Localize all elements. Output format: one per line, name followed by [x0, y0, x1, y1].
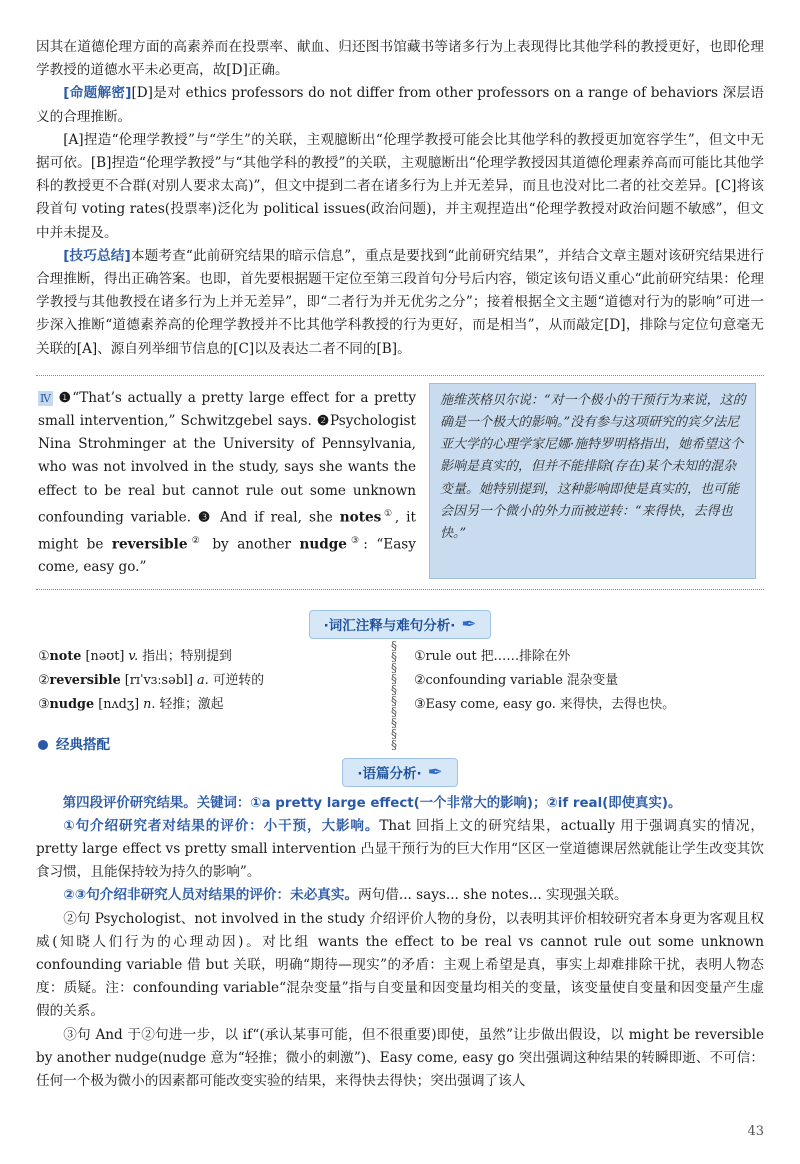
- paragraph-number-badge: Ⅳ: [40, 391, 51, 405]
- sentence-2: Psychologist Nina Strohminger at the University of Pennsylvania, who was not involved in the study, says she wants the effect to be real but cannot rule out some unknown confounding variable.: [38, 413, 416, 526]
- vocab-item: [38, 669, 368, 693]
- analysis-paragraph-2: [36, 884, 764, 907]
- intro-paragraph-1: 因其在道德伦理方面的高素养而在投票率、献血、归还图书馆藏书等诸多行为上表现得比其他学科的教授更好，也即伦理学教授的道德水平未必更高，故[D]正确。: [36, 39, 764, 79]
- phrase-item: ①rule out 把……排除在外: [414, 648, 571, 664]
- vocab-word-nudge: nudge: [299, 536, 347, 553]
- skill-summary-text: 本题考查“此前研究结果的暗示信息”，重点是要找到“此前研究结果”，并结合文章主题对该研究结果进行合理推断，得出正确答案。也即，首先要根据题干定位至第三段首句分号后内容，锁定该句语义重心“此前研究结果：伦理学教授与其他教授在诸多行为上并无差异”，即“二者行为并无优劣之分”；接着根据全文主题“道德对行为的影响”可进一步深入推断“道德素养高的伦理学教授并不比其他学科教授的行为更好，而是相当”，从而敲定[D]，排除与定位句意毫无关联的[A]、源自列举细节信息的[C]以及表达二者不同的[B]。: [36, 247, 764, 357]
- analysis-paragraph-1: [36, 815, 764, 885]
- page-number: 43: [747, 1124, 764, 1139]
- divider: [36, 589, 764, 590]
- vocab-banner-wrap: [36, 605, 764, 645]
- sentence-3-a: And if real, she: [219, 509, 333, 526]
- vocab-banner: [309, 610, 492, 639]
- analysis-text: 两句借... says... she notes... 实现强关联。: [358, 887, 628, 904]
- sentence-3-b: , it might be: [38, 509, 416, 553]
- divider: [36, 375, 764, 376]
- vocab-item: [38, 645, 368, 669]
- sentence-1: “That’s actually a pretty large effect for a pretty small intervention,” Schwitzgebel says.: [38, 389, 417, 430]
- quill-pen-icon: ✒: [461, 613, 477, 635]
- vocab-phonetic: [rɪˈvɜːsəbl]: [120, 672, 198, 688]
- skill-summary-label: [技巧总结]: [63, 247, 131, 264]
- vocab-word-reversible: reversible: [111, 536, 188, 553]
- analysis-label: ①句介绍研究者对结果的评价：小干预，大影响。: [63, 817, 380, 834]
- vocab-num: ③: [38, 696, 50, 712]
- phrase-item: ②confounding variable 混杂变量: [414, 672, 619, 688]
- chinese-translation-box: 施维茨格贝尔说：“对一个极小的干预行为来说，这的确是一个极大的影响。”没有参与这项研究的宾夕法尼亚大学的心理学家尼娜·施特罗明格指出，她希望这个影响是真实的，但并不能排除(存在)某个未知的混杂变量。她特别提到，这种影响即使是真实的，也可能会因另一个微小的外力而被逆转：“来得快，去得也快。”: [429, 383, 756, 579]
- vocab-word: reversible: [49, 672, 121, 688]
- analysis-banner: [342, 758, 457, 787]
- analysis-paragraph-4: ③句 And 于②句进一步，以 if“(承认某事可能，但不很重要)即使，虽然”让步做出假设，以 might be reversible by another nudge(nudge 意为“轻推；微小的刺激”)、Easy come, easy go 突出强调这种结果的转瞬即逝、不可信：任何一个极为微小的因素都可能改变实验的结果，来得快去得快；突出强调了该人: [36, 1026, 764, 1090]
- question-decode-text: [D]是对 ethics professors do not differ from other professors on a range of behaviors 深层语义的合理推断。: [36, 85, 764, 125]
- vocab-list-right: [414, 645, 754, 717]
- vocab-phonetic: [nʌdʒ]: [94, 696, 144, 712]
- analysis-text: That 回指上文的研究结果，actually 用于强调真实的情况，pretty large effect vs pretty small intervention 凸显干预行为的巨大作用“区区一堂道德课居然就能让学生改变其饮食习惯，且能保持较为持久的影响”。: [36, 817, 764, 881]
- collocation-label: 经典搭配: [56, 736, 110, 753]
- intro-paragraph-4: [36, 245, 764, 361]
- footnote-marker: ③: [346, 535, 364, 546]
- vocab-word-note: notes: [339, 509, 382, 526]
- analysis-label: ②③句介绍非研究人员对结果的评价：未必真实。: [63, 887, 359, 904]
- vocab-num: ②: [38, 672, 50, 688]
- footnote-marker: ②: [187, 535, 204, 546]
- vocab-word: nudge: [49, 696, 95, 712]
- footnote-marker: ①: [381, 508, 395, 519]
- passage-section: [36, 373, 764, 605]
- vocab-pos: v.: [128, 648, 139, 664]
- vocab-list-left: [38, 645, 368, 717]
- english-passage: [38, 387, 416, 580]
- page-content: [36, 36, 764, 1093]
- wavy-divider: § § § § § § § § § §: [391, 638, 397, 752]
- intro-paragraph-3: [A]捏造“伦理学教授”与“学生”的关联，主观臆断出“伦理学教授可能会比其他学科的教授更加宽容学生”，但文中无据可依。[B]捏造“伦理学教授”与“其他学科的教授”的关联，主观臆断出“伦理学教授因其道德伦理素养高而可能比其他学科的教授更不合群(对别人要求太高)”，但文中提到二者在诸多行为上并无差异，而且也没对比二者的社交差异。[C]将该段首句 voting rates(投票率)泛化为 political issues(政治问题)，并主观捏造出“伦理学教授对政治问题不敏感”，但文中并未提及。: [36, 131, 764, 241]
- sentence-number: ❷: [316, 413, 330, 430]
- analysis-section: [36, 793, 764, 1093]
- vocab-section: [36, 638, 764, 753]
- vocab-def: 可逆转的: [208, 672, 265, 688]
- vocab-word: note: [49, 648, 82, 664]
- vocab-def: 轻推；激起: [155, 696, 224, 712]
- vocab-pos: n.: [143, 696, 156, 712]
- vocab-phonetic: [nəʊt]: [81, 648, 129, 664]
- sentence-number: ❶: [58, 389, 73, 406]
- bullet-dot-icon: [38, 740, 48, 750]
- analysis-title: 第四段评价研究结果。关键词：①a pretty large effect(一个非常大的影响)；②if real(即使真实)。: [62, 795, 682, 811]
- vocab-item: [38, 693, 368, 717]
- sentence-3-c: by another: [212, 536, 291, 553]
- vocab-def: 指出；特别提到: [138, 648, 232, 664]
- vocab-banner-text: ·词汇注释与难句分析·: [323, 617, 456, 634]
- vocab-num: ①: [38, 648, 50, 664]
- question-decode-label: [命题解密]: [63, 85, 132, 102]
- analysis-paragraph-3: ②句 Psychologist、not involved in the study 介绍评价人物的身份，以表明其评价相较研究者本身更为客观且权威(知晓人们行为的心理动因)。对比组 wants the effect to be real vs cannot rule out some unknown confounding variable 借 but 关联，明确“期待—现实”的矛盾：主观上希望是真，事实上却难排除干扰，表明人物态度：质疑。注：confounding variable“混杂变量”指与自变量和因变量均相关的变量，该变量使自变量和因变量产生虚假的关系。: [36, 910, 764, 1020]
- sentence-3-d: : “Easy come, easy go.”: [38, 536, 416, 576]
- sentence-number: ❸: [198, 509, 213, 526]
- phrase-item: ③Easy come, easy go. 来得快，去得也快。: [414, 696, 676, 712]
- vocab-pos: a.: [197, 672, 209, 688]
- analysis-banner-text: ·语篇分析·: [357, 765, 422, 782]
- quill-pen-icon: ✒: [427, 761, 443, 783]
- intro-paragraph-2: [36, 82, 764, 128]
- analysis-banner-wrap: [36, 753, 764, 793]
